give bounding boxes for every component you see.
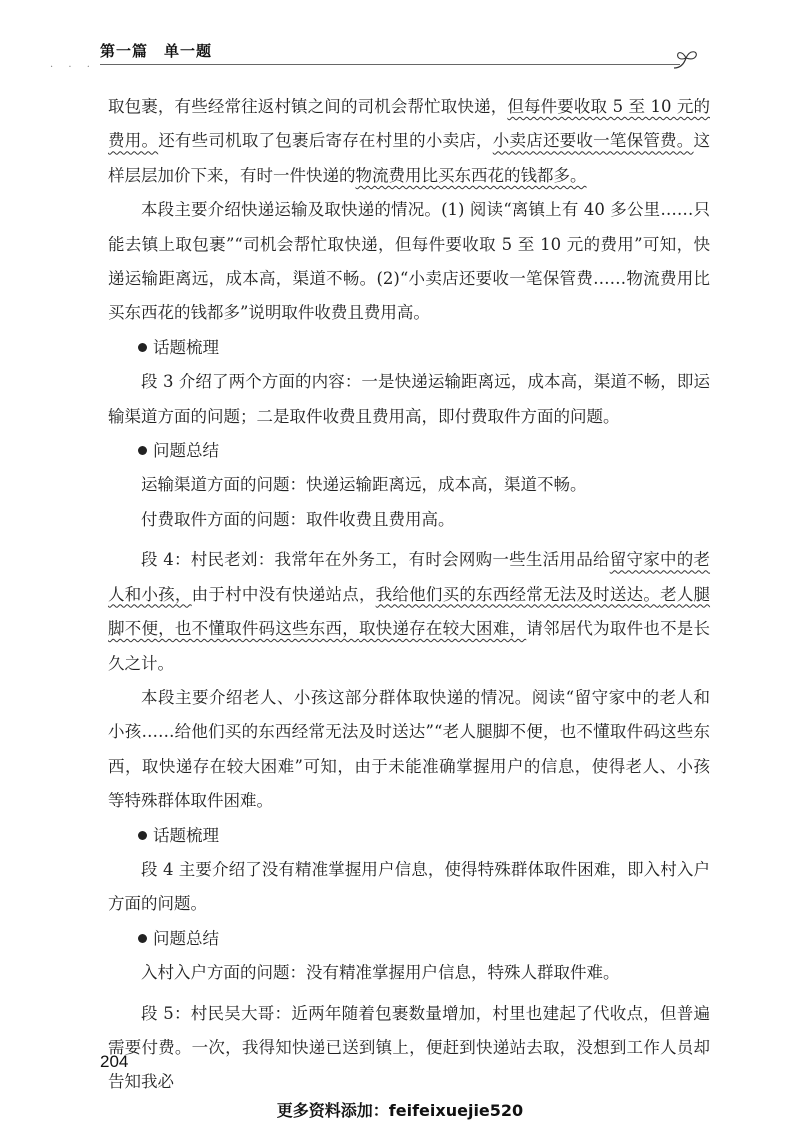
article-body [108,90,710,1100]
bullet-dot-icon [138,831,147,840]
paragraph-topic-summary: 段 4 主要介绍了没有精准掌握用户信息，使得特殊群体取件困难，即入村入户方面的问题。 [108,859,710,914]
bullet-heading-topic: 话题梳理 [108,819,710,853]
header-rule [100,64,680,65]
page-number: 204 [100,1052,129,1071]
header-dots: · · · [50,62,96,73]
paragraph-source: 段 4：村民老刘：我常年在外务工，有时会网购一些生活用品给留守家中的老人和小孩，由于村中没有快递站点，我给他们买的东西经常无法及时送达。老人腿脚不便，也不懂取件码这些东西，取快递存在较大困难，请邻居代为取件也不是长久之计。 [108,550,711,673]
bullet-heading-problem: 问题总结 [108,922,710,956]
paragraph-analysis: 本段主要介绍快递运输及取快递的情况。(1) 阅读“离镇上有 40 多公里……只能去镇上取包裹”“司机会帮忙取快递，但每件要收取 5 至 10 元的费用”可知，快递运输距离远，成本高，渠道不畅。(2)“小卖店还要收一笔保管费……物流费用比买东西花的钱都多”说明取件收费且费用高。 [108,200,710,323]
bullet-dot-icon [138,343,147,352]
paragraph-analysis: 本段主要介绍老人、小孩这部分群体取快递的情况。阅读“留守家中的老人和小孩……给他们买的东西经常无法及时送达”“老人腿脚不便，也不懂取件码这些东西，取快递存在较大困难”可知，由于未能准确掌握用户的信息，使得老人、小孩等特殊群体取件困难。 [108,687,710,811]
bullet-dot-icon [138,934,147,943]
paragraph-source-continued: 取包裹，有些经常往返村镇之间的司机会帮忙取快递，但每件要收取 5 至 10 元的费用。还有些司机取了包裹后寄存在村里的小卖店，小卖店还要收一笔保管费。这样层层加价下来，有时一件快递的物流费用比买东西花的钱都多。 [108,97,711,185]
problem-line: 付费取件方面的问题：取件收费且费用高。 [141,509,455,529]
footer-note: 更多资料添加：feifeixuejie520 [276,1101,524,1120]
problem-line: 入村入户方面的问题：没有精准掌握用户信息，特殊人群取件难。 [141,963,620,983]
running-header [50,34,720,73]
chapter-title: 第一篇 单一题 [100,42,213,60]
bullet-heading-topic: 话题梳理 [108,331,710,365]
bullet-dot-icon [138,446,147,455]
paragraph-source: 段 5：村民吴大哥：近两年随着包裹数量增加，村里也建起了代收点，但普遍需要付费。一次，我得知快递已送到镇上，便赶到快递站去取，没想到工作人员却告知我必 [108,1003,710,1092]
sprout-icon [670,46,702,72]
problem-line: 运输渠道方面的问题：快递运输距离远，成本高，渠道不畅。 [141,475,587,495]
paragraph-topic-summary: 段 3 介绍了两个方面的内容：一是快递运输距离远，成本高，渠道不畅，即运输渠道方面的问题；二是取件收费且费用高，即付费取件方面的问题。 [108,372,710,426]
bullet-heading-problem: 问题总结 [108,434,710,468]
